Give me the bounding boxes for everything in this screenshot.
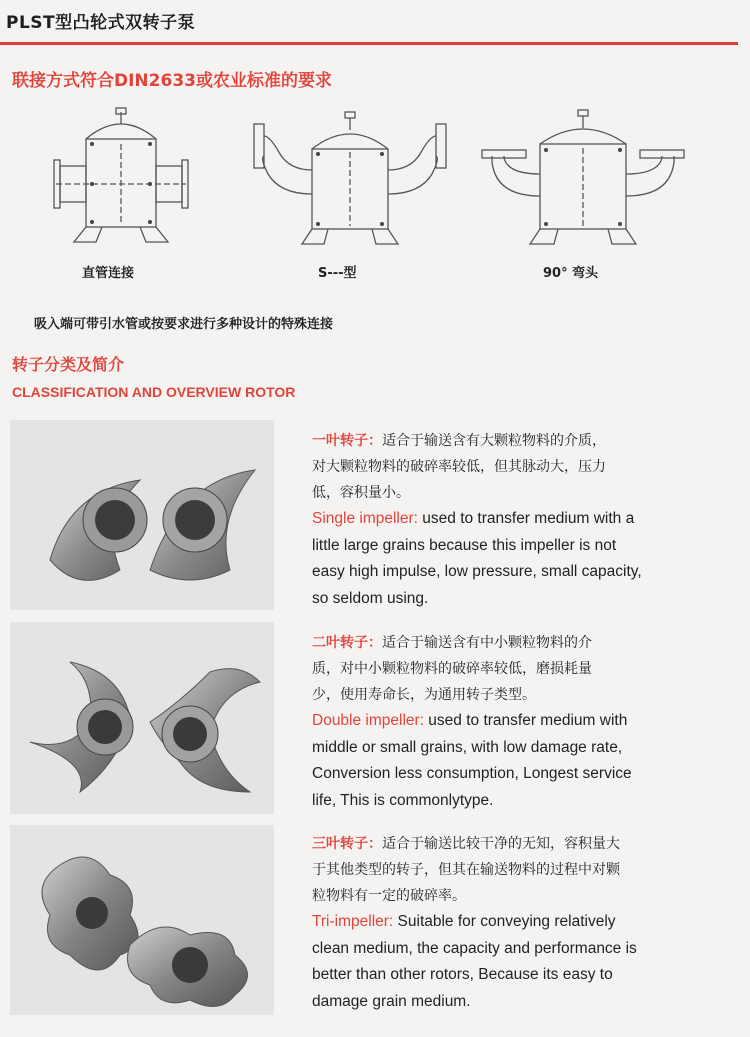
en-line: so seldom using. [312, 589, 429, 607]
en-line: little large grains because this impeller is not [312, 536, 617, 554]
straight-connection-diagram [46, 104, 196, 254]
en-line: Conversion less consumption, Longest service [312, 765, 632, 782]
single-impeller-cn-title: 一叶转子： [312, 433, 382, 449]
double-impeller-description [312, 630, 722, 814]
en-line: Suitable for conveying relatively [393, 913, 616, 930]
cn-line: 少，使用寿命长，为通用转子类型。 [312, 687, 536, 703]
en-line: easy high impulse, low pressure, small capacity, [312, 563, 642, 580]
rotor-heading-cn: 转子分类及简介 [12, 355, 125, 374]
cn-line: 适合于输送含有中小颗粒物料的介 [382, 635, 592, 651]
tri-impeller-photo [10, 825, 274, 1015]
cn-line: 适合于输送比较干净的无知，容积量大 [382, 836, 620, 852]
tri-impeller-cn-title: 三叶转子： [312, 836, 382, 852]
page-title: PLST型凸轮式双转子泵 [6, 13, 196, 33]
cn-line: 对大颗粒物料的破碎率较低，但其脉动大，压力 [312, 459, 606, 475]
en-line: middle or small grains, with low damage rate, [312, 738, 623, 756]
double-impeller-photo [10, 622, 274, 814]
double-impeller-en-title: Double impeller: [312, 712, 424, 729]
connection-heading: 联接方式符合DIN2633或农业标准的要求 [12, 71, 332, 91]
en-line: used to transfer medium with [424, 712, 628, 729]
en-line: damage grain medium. [312, 992, 471, 1010]
elbow-90-connection-diagram [478, 104, 688, 254]
header-divider [0, 42, 738, 45]
cn-line: 于其他类型的转子，但其在输送物料的过程中对颗 [312, 862, 620, 878]
cn-line: 质，对中小颗粒物料的破碎率较低，磨损耗量 [312, 661, 592, 677]
en-line: better than other rotors, Because its easy to [312, 966, 613, 983]
en-line: used to transfer medium with a [417, 510, 635, 527]
rotor-heading-en: CLASSIFICATION AND OVERVIEW ROTOR [12, 384, 296, 400]
caption-straight: 直管连接 [82, 266, 135, 281]
cn-line: 粒物料有一定的破碎率。 [312, 888, 466, 904]
single-impeller-en-title: Single impeller: [312, 510, 418, 527]
tri-impeller-en-title: Tri-impeller: [312, 913, 394, 930]
en-line: clean medium, the capacity and performance is [312, 939, 637, 957]
suction-note: 吸入端可带引水管或按要求进行多种设计的特殊连接 [34, 317, 334, 332]
single-impeller-photo [10, 420, 274, 610]
caption-s-type: S---型 [318, 266, 357, 281]
s-type-connection-diagram [250, 104, 450, 254]
caption-elbow-90: 90° 弯头 [543, 266, 599, 281]
single-impeller-description [312, 428, 722, 612]
tri-impeller-description [312, 831, 722, 1015]
double-impeller-cn-title: 二叶转子： [312, 635, 382, 651]
en-line: life, This is commonlytype. [312, 791, 494, 809]
cn-line: 低，容积量小。 [312, 485, 410, 501]
cn-line: 适合于输送含有大颗粒物料的介质， [382, 433, 606, 449]
